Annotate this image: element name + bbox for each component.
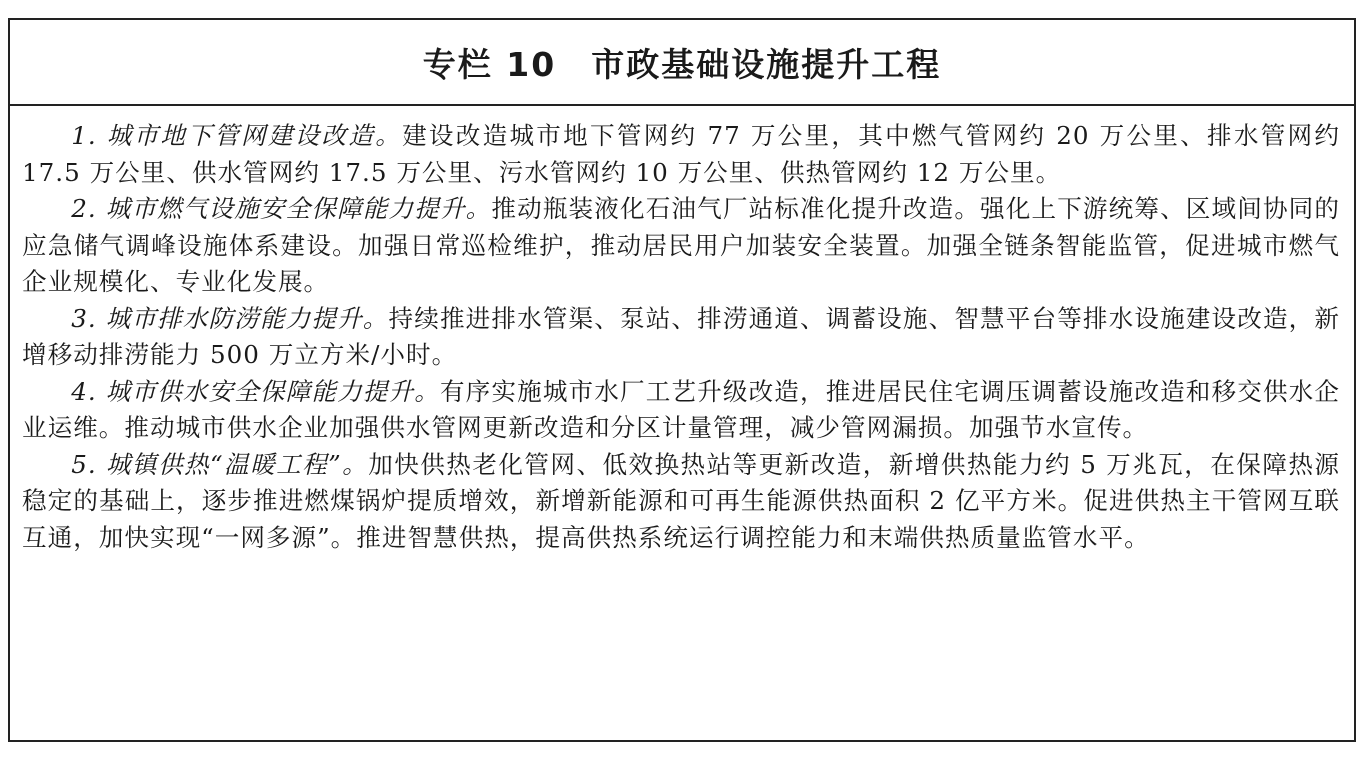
paragraph-heading: 4. 城市供水安全保障能力提升。 (71, 376, 440, 406)
paragraph-text: 建设改造城市地下管网约 77 万公里，其中燃气管网约 20 万公里、排水管网约 17.5 万公里、供水管网约 17.5 万公里、污水管网约 10 万公里、供热管网约 12 万公里。 (22, 121, 1340, 187)
column-box (8, 18, 1356, 742)
paragraph-heading: 2. 城市燃气设施安全保障能力提升。 (71, 194, 492, 223)
paragraph-4 (22, 374, 1340, 447)
paragraph-1 (22, 118, 1340, 191)
paragraph-5 (22, 447, 1340, 557)
paragraph-3 (22, 301, 1340, 374)
paragraph-heading: 1. 城市地下管网建设改造。 (71, 121, 403, 150)
paragraph-text: 推动瓶装液化石油气厂站标准化提升改造。强化上下游统筹、区域间协同的应急储气调峰设施体系建设。加强日常巡检维护，推动居民用户加装安全装置。加强全链条智能监管，促进城市燃气企业规模化、专业化发展。 (22, 194, 1340, 296)
paragraph-text: 加快供热老化管网、低效换热站等更新改造，新增供热能力约 5 万兆瓦，在保障热源稳定的基础上，逐步推进燃煤锅炉提质增效，新增新能源和可再生能源供热面积 2 亿平方米。促进供热主干管网互联互通，加快实现“一网多源”。推进智慧供热，提高供热系统运行调控能力和末端供热质量监管水平。 (22, 449, 1340, 552)
paragraph-heading: 5. 城镇供热“温暖工程”。 (71, 449, 369, 479)
paragraph-2 (22, 191, 1340, 301)
paragraph-heading: 3. 城市排水防涝能力提升。 (71, 303, 389, 333)
column-title: 专栏 10 市政基础设施提升工程 (422, 44, 942, 84)
title-bar (10, 20, 1354, 106)
paragraph-text: 持续推进排水管渠、泵站、排涝通道、调蓄设施、智慧平台等排水设施建设改造，新增移动排涝能力 500 万立方米/小时。 (22, 303, 1340, 369)
column-body (10, 106, 1354, 556)
paragraph-text: 有序实施城市水厂工艺升级改造，推进居民住宅调压调蓄设施改造和移交供水企业运维。推动城市供水企业加强供水管网更新改造和分区计量管理，减少管网漏损。加强节水宣传。 (22, 376, 1340, 442)
